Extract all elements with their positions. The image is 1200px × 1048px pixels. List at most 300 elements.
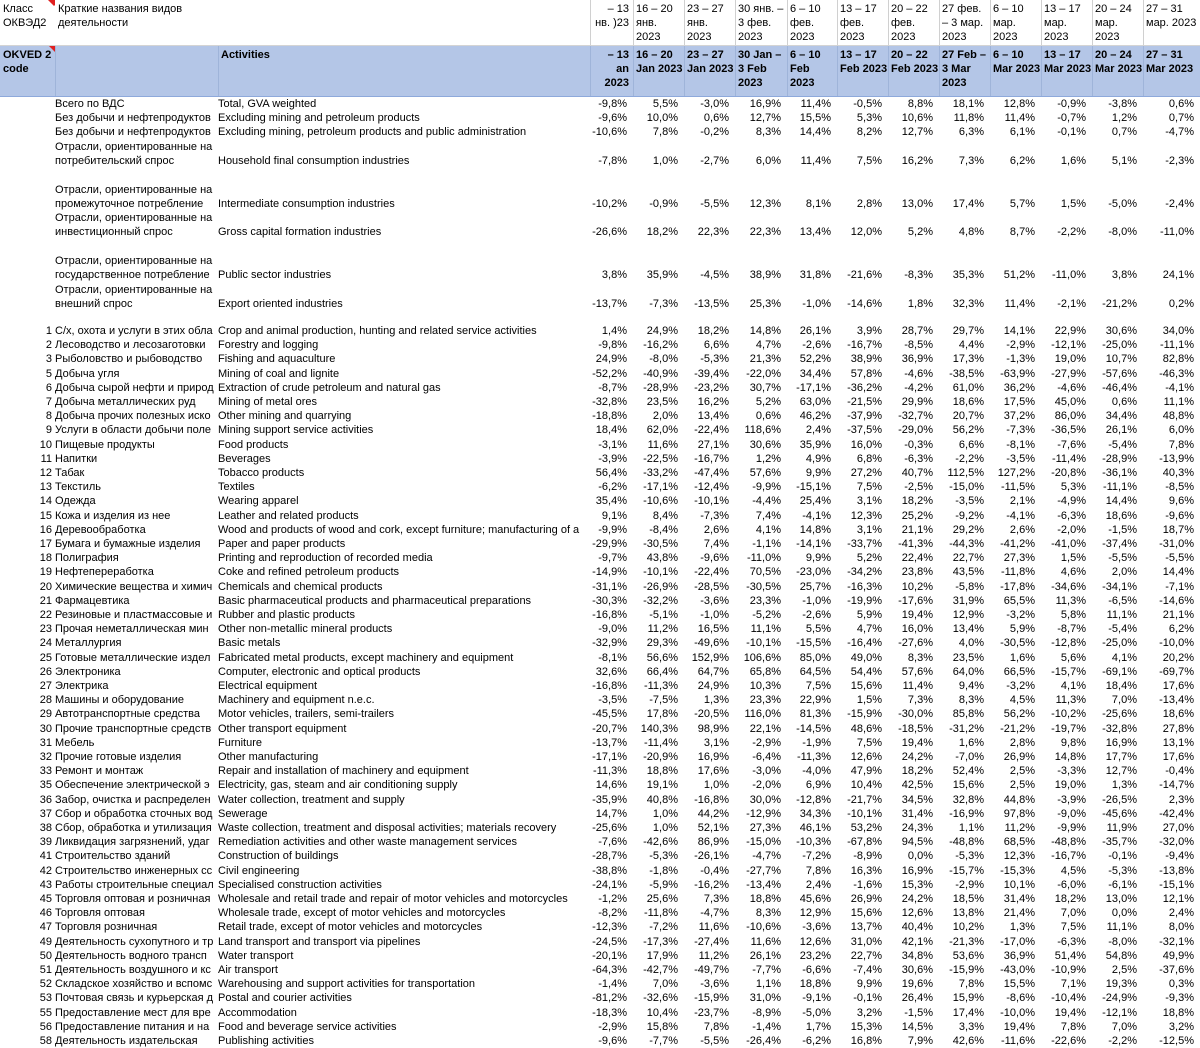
value-cell[interactable] [1092, 97, 1143, 111]
value-cell[interactable] [590, 111, 633, 125]
value-cell[interactable]: -25,0% [1102, 339, 1137, 351]
value-cell[interactable] [735, 211, 787, 239]
value-cell[interactable]: -2,6% [802, 609, 831, 621]
value-cell[interactable]: -32,6% [643, 992, 678, 1004]
value-cell[interactable]: -4,7% [752, 850, 781, 862]
value-cell[interactable] [939, 111, 990, 125]
value-cell[interactable]: 97,8% [1003, 808, 1035, 820]
value-cell[interactable]: 1,0% [703, 779, 729, 791]
value-cell[interactable]: -1,8% [649, 865, 678, 877]
value-cell[interactable]: -10,0% [1159, 637, 1194, 649]
value-cell[interactable]: -23,7% [694, 1007, 729, 1019]
value-cell[interactable]: 11,1% [1163, 396, 1194, 408]
summary-row[interactable] [0, 97, 1200, 111]
value-cell[interactable]: -7,5% [649, 694, 678, 706]
value-cell[interactable]: -37,4% [1102, 538, 1137, 550]
value-cell[interactable]: -10,1% [746, 637, 781, 649]
value-cell[interactable]: 22,4% [901, 552, 933, 564]
value-cell[interactable]: 11,3% [1055, 694, 1086, 706]
value-cell[interactable]: 19,0% [1054, 779, 1086, 791]
value-cell[interactable]: -2,9% [955, 879, 984, 891]
value-cell[interactable]: -8,5% [904, 339, 933, 351]
value-cell[interactable]: 7,3% [703, 893, 729, 905]
value-cell[interactable]: 10,7% [1105, 353, 1137, 365]
value-cell[interactable]: 9,9% [805, 467, 831, 479]
value-cell[interactable]: 40,8% [646, 794, 678, 806]
value-cell[interactable]: 20,2% [1162, 652, 1194, 664]
summary-row[interactable] [0, 140, 1200, 168]
value-cell[interactable]: 10,3% [749, 680, 781, 692]
value-cell[interactable]: 1,7% [805, 1021, 831, 1033]
value-cell[interactable]: -10,1% [694, 495, 729, 507]
value-cell[interactable]: -34,6% [1051, 581, 1086, 593]
value-cell[interactable]: 34,8% [901, 950, 933, 962]
value-cell[interactable]: 15,6% [952, 779, 984, 791]
value-cell[interactable]: -25,0% [1102, 637, 1137, 649]
value-cell[interactable]: -32,9% [592, 637, 627, 649]
value-cell[interactable]: -46,3% [1159, 368, 1194, 380]
value-cell[interactable]: -28,9% [1102, 453, 1137, 465]
value-cell[interactable]: -20,8% [1051, 467, 1086, 479]
value-cell[interactable]: 9,8% [1060, 737, 1086, 749]
value-cell[interactable]: 19,0% [1054, 353, 1086, 365]
value-cell[interactable]: 14,8% [749, 325, 781, 337]
value-cell[interactable]: -8,4% [649, 524, 678, 536]
value-cell[interactable] [888, 211, 939, 239]
value-cell[interactable]: 17,3% [952, 353, 984, 365]
value-cell[interactable]: 8,3% [958, 694, 984, 706]
value-cell[interactable]: -17,1% [643, 481, 678, 493]
value-cell[interactable]: -4,7% [700, 907, 729, 919]
value-cell[interactable]: -4,6% [1057, 382, 1086, 394]
value-cell[interactable]: -4,4% [752, 495, 781, 507]
detail-row[interactable] [0, 438, 1200, 452]
value-cell[interactable]: 1,1% [958, 822, 984, 834]
value-cell[interactable] [684, 111, 735, 125]
value-cell[interactable]: 7,9% [907, 1035, 933, 1047]
value-cell[interactable]: 24,3% [901, 822, 933, 834]
value-cell[interactable]: -1,3% [1006, 353, 1035, 365]
value-cell[interactable]: -12,1% [1102, 1007, 1137, 1019]
value-cell[interactable]: -11,3% [592, 765, 627, 777]
value-cell[interactable]: 2,8% [1009, 737, 1035, 749]
value-cell[interactable]: -3,5% [955, 495, 984, 507]
value-cell[interactable]: 25,4% [799, 495, 831, 507]
value-cell[interactable]: 18,8% [646, 765, 678, 777]
value-cell[interactable]: -4,1% [1006, 510, 1035, 522]
value-cell[interactable]: 11,1% [1106, 609, 1137, 621]
header-name-en[interactable]: Activities [221, 49, 270, 61]
value-cell[interactable]: -9,2% [955, 510, 984, 522]
value-cell[interactable]: -19,7% [1051, 723, 1086, 735]
value-cell[interactable]: 14,4% [1162, 566, 1194, 578]
value-cell[interactable]: 29,3% [646, 637, 678, 649]
value-cell[interactable]: 5,9% [856, 609, 882, 621]
value-cell[interactable]: -24,5% [592, 936, 627, 948]
value-cell[interactable]: 53,2% [850, 822, 882, 834]
value-cell[interactable]: -11,1% [1159, 339, 1194, 351]
value-cell[interactable]: 25,7% [799, 581, 831, 593]
value-cell[interactable]: -25,6% [1102, 708, 1137, 720]
value-cell[interactable] [1143, 97, 1200, 111]
value-cell[interactable] [633, 239, 684, 282]
value-cell[interactable] [837, 140, 888, 168]
value-cell[interactable]: 18,8% [799, 978, 831, 990]
value-cell[interactable]: -10,3% [796, 836, 831, 848]
detail-row[interactable] [0, 580, 1200, 594]
value-cell[interactable]: 18,8% [749, 893, 781, 905]
value-cell[interactable]: 7,8% [805, 865, 831, 877]
value-cell[interactable]: 48,8% [1162, 410, 1194, 422]
value-cell[interactable]: 26,1% [749, 950, 781, 962]
value-cell[interactable]: -5,3% [1108, 865, 1137, 877]
value-cell[interactable] [837, 239, 888, 282]
value-cell[interactable]: 17,6% [1162, 751, 1194, 763]
value-cell[interactable]: -16,4% [847, 637, 882, 649]
value-cell[interactable]: -17,6% [898, 595, 933, 607]
header-date-en[interactable]: – 13 an 2023 [604, 49, 629, 89]
value-cell[interactable]: 16,5% [697, 623, 729, 635]
value-cell[interactable]: -26,5% [1102, 794, 1137, 806]
value-cell[interactable]: -40,9% [643, 368, 678, 380]
value-cell[interactable]: -81,2% [592, 992, 627, 1004]
value-cell[interactable]: 24,9% [646, 325, 678, 337]
value-cell[interactable]: 3,1% [856, 495, 882, 507]
value-cell[interactable]: 8,4% [652, 510, 678, 522]
value-cell[interactable]: 11,3% [1055, 595, 1086, 607]
value-cell[interactable]: -7,4% [853, 964, 882, 976]
header-date-en[interactable]: 30 Jan – 3 Feb 2023 [738, 49, 782, 89]
value-cell[interactable]: -10,6% [746, 921, 781, 933]
value-cell[interactable]: -26,9% [643, 581, 678, 593]
value-cell[interactable] [1041, 168, 1092, 211]
value-cell[interactable]: 31,0% [850, 936, 882, 948]
value-cell[interactable]: 42,5% [901, 779, 933, 791]
value-cell[interactable]: 0,0% [907, 850, 933, 862]
value-cell[interactable]: 7,0% [1060, 907, 1086, 919]
value-cell[interactable]: 35,4% [595, 495, 627, 507]
detail-row[interactable] [0, 906, 1200, 920]
value-cell[interactable]: 27,8% [1162, 723, 1194, 735]
value-cell[interactable]: -57,6% [1102, 368, 1137, 380]
value-cell[interactable]: -12,1% [1051, 339, 1086, 351]
value-cell[interactable]: -28,7% [592, 850, 627, 862]
value-cell[interactable]: -5,5% [1165, 552, 1194, 564]
value-cell[interactable]: 49,0% [850, 652, 882, 664]
value-cell[interactable]: 4,9% [805, 453, 831, 465]
value-cell[interactable]: -20,5% [694, 708, 729, 720]
value-cell[interactable] [684, 97, 735, 111]
value-cell[interactable]: 31,9% [952, 595, 984, 607]
value-cell[interactable]: -2,2% [1108, 1035, 1137, 1047]
value-cell[interactable]: 66,5% [1003, 666, 1035, 678]
value-cell[interactable]: -30,3% [592, 595, 627, 607]
value-cell[interactable]: 1,2% [755, 453, 781, 465]
value-cell[interactable]: 6,8% [856, 453, 882, 465]
value-cell[interactable]: 94,5% [901, 836, 933, 848]
value-cell[interactable]: -13,4% [746, 879, 781, 891]
value-cell[interactable]: -27,9% [1051, 368, 1086, 380]
value-cell[interactable]: -16,3% [847, 581, 882, 593]
value-cell[interactable]: -28,9% [643, 382, 678, 394]
value-cell[interactable]: -15,1% [796, 481, 831, 493]
value-cell[interactable] [684, 211, 735, 239]
value-cell[interactable]: -4,9% [1057, 495, 1086, 507]
value-cell[interactable]: 22,7% [850, 950, 882, 962]
value-cell[interactable]: 70,5% [749, 566, 781, 578]
value-cell[interactable]: -41,2% [1000, 538, 1035, 550]
value-cell[interactable]: 18,6% [1105, 510, 1137, 522]
value-cell[interactable]: -64,3% [592, 964, 627, 976]
value-cell[interactable]: 0,3% [1168, 978, 1194, 990]
value-cell[interactable]: 21,3% [749, 353, 781, 365]
value-cell[interactable] [939, 125, 990, 139]
value-cell[interactable]: -1,1% [752, 538, 781, 550]
value-cell[interactable] [590, 125, 633, 139]
value-cell[interactable]: -23,0% [796, 566, 831, 578]
value-cell[interactable]: -14,6% [1159, 595, 1194, 607]
value-cell[interactable]: -63,9% [1000, 368, 1035, 380]
value-cell[interactable]: -8,7% [598, 382, 627, 394]
value-cell[interactable]: -41,3% [898, 538, 933, 550]
value-cell[interactable]: 18,2% [901, 765, 933, 777]
value-cell[interactable]: 7,5% [805, 680, 831, 692]
value-cell[interactable]: 63,0% [799, 396, 831, 408]
value-cell[interactable]: -15,9% [847, 708, 882, 720]
detail-row[interactable] [0, 679, 1200, 693]
value-cell[interactable]: -17,8% [1000, 581, 1035, 593]
detail-row[interactable] [0, 821, 1200, 835]
value-cell[interactable]: 44,2% [697, 808, 729, 820]
value-cell[interactable]: 0,0% [1111, 907, 1137, 919]
value-cell[interactable]: -0,1% [1108, 850, 1137, 862]
value-cell[interactable]: 27,3% [1003, 552, 1035, 564]
value-cell[interactable] [633, 168, 684, 211]
value-cell[interactable]: 16,0% [850, 439, 882, 451]
value-cell[interactable]: -16,8% [592, 609, 627, 621]
value-cell[interactable]: 1,0% [652, 808, 678, 820]
value-cell[interactable]: 45,0% [1054, 396, 1086, 408]
value-cell[interactable]: -6,3% [1057, 510, 1086, 522]
header-date-ru[interactable]: – 13 нв. )23 [595, 3, 629, 29]
detail-row[interactable] [0, 750, 1200, 764]
value-cell[interactable] [735, 239, 787, 282]
value-cell[interactable]: -25,6% [592, 822, 627, 834]
value-cell[interactable]: 7,5% [1060, 921, 1086, 933]
value-cell[interactable] [633, 282, 684, 311]
value-cell[interactable] [990, 111, 1041, 125]
value-cell[interactable]: -32,7% [898, 410, 933, 422]
value-cell[interactable]: 17,8% [646, 708, 678, 720]
value-cell[interactable]: 7,8% [958, 978, 984, 990]
value-cell[interactable]: -11,4% [643, 737, 678, 749]
header-date-ru[interactable]: 20 – 22 фев. 2023 [891, 3, 928, 43]
detail-row[interactable] [0, 523, 1200, 537]
value-cell[interactable]: -10,1% [643, 566, 678, 578]
value-cell[interactable] [1041, 211, 1092, 239]
value-cell[interactable]: -13,8% [1159, 865, 1194, 877]
value-cell[interactable]: -3,3% [1057, 765, 1086, 777]
value-cell[interactable]: -16,9% [949, 808, 984, 820]
value-cell[interactable] [939, 282, 990, 311]
value-cell[interactable]: 64,0% [952, 666, 984, 678]
value-cell[interactable]: 4,1% [755, 524, 781, 536]
value-cell[interactable]: 3,9% [856, 325, 882, 337]
value-cell[interactable]: -21,5% [847, 396, 882, 408]
value-cell[interactable]: -30,5% [746, 581, 781, 593]
value-cell[interactable] [990, 239, 1041, 282]
value-cell[interactable] [787, 211, 837, 239]
value-cell[interactable]: 86,0% [1054, 410, 1086, 422]
value-cell[interactable]: -2,9% [752, 737, 781, 749]
value-cell[interactable]: 12,3% [1003, 850, 1035, 862]
value-cell[interactable]: 21,4% [1003, 907, 1035, 919]
value-cell[interactable] [1143, 282, 1200, 311]
detail-row[interactable] [0, 707, 1200, 721]
value-cell[interactable]: -14,7% [1159, 779, 1194, 791]
value-cell[interactable]: 9,9% [805, 552, 831, 564]
value-cell[interactable]: 26,9% [850, 893, 882, 905]
value-cell[interactable]: 7,1% [1060, 978, 1086, 990]
value-cell[interactable]: 26,9% [1003, 751, 1035, 763]
value-cell[interactable]: -23,2% [694, 382, 729, 394]
value-cell[interactable]: 4,5% [1009, 694, 1035, 706]
value-cell[interactable]: 23,5% [952, 652, 984, 664]
value-cell[interactable]: -15,9% [694, 992, 729, 1004]
detail-row[interactable] [0, 395, 1200, 409]
value-cell[interactable]: 7,4% [755, 510, 781, 522]
value-cell[interactable]: 8,3% [755, 907, 781, 919]
value-cell[interactable]: -5,1% [649, 609, 678, 621]
value-cell[interactable]: 4,6% [1060, 566, 1086, 578]
value-cell[interactable]: -30,0% [898, 708, 933, 720]
value-cell[interactable]: 64,7% [697, 666, 729, 678]
value-cell[interactable] [787, 239, 837, 282]
value-cell[interactable]: 0,6% [755, 410, 781, 422]
value-cell[interactable]: 8,3% [907, 652, 933, 664]
value-cell[interactable]: 40,4% [901, 921, 933, 933]
value-cell[interactable]: 52,2% [799, 353, 831, 365]
value-cell[interactable]: 7,4% [703, 538, 729, 550]
detail-row[interactable] [0, 1034, 1200, 1048]
value-cell[interactable]: -21,2% [1000, 723, 1035, 735]
value-cell[interactable]: -15,0% [949, 481, 984, 493]
value-cell[interactable]: -28,5% [694, 581, 729, 593]
value-cell[interactable]: -45,6% [1102, 808, 1137, 820]
value-cell[interactable]: 56,4% [595, 467, 627, 479]
value-cell[interactable]: -2,0% [752, 779, 781, 791]
value-cell[interactable]: -11,0% [746, 552, 781, 564]
value-cell[interactable]: 7,0% [1111, 1021, 1137, 1033]
value-cell[interactable]: -5,4% [1108, 439, 1137, 451]
value-cell[interactable]: 106,6% [743, 652, 781, 664]
value-cell[interactable]: 65,5% [1003, 595, 1035, 607]
detail-row[interactable] [0, 381, 1200, 395]
value-cell[interactable]: 13,4% [697, 410, 729, 422]
value-cell[interactable] [888, 168, 939, 211]
value-cell[interactable]: -15,1% [1159, 879, 1194, 891]
value-cell[interactable]: -8,0% [649, 353, 678, 365]
value-cell[interactable]: -11,3% [796, 751, 831, 763]
value-cell[interactable]: 1,5% [1060, 552, 1086, 564]
value-cell[interactable]: 13,7% [850, 921, 882, 933]
value-cell[interactable]: 16,2% [697, 396, 729, 408]
value-cell[interactable]: 7,8% [1168, 439, 1194, 451]
value-cell[interactable] [837, 282, 888, 311]
value-cell[interactable]: 25,2% [901, 510, 933, 522]
value-cell[interactable]: 98,9% [697, 723, 729, 735]
value-cell[interactable]: -9,6% [700, 552, 729, 564]
value-cell[interactable]: 23,8% [901, 566, 933, 578]
value-cell[interactable]: -33,2% [643, 467, 678, 479]
value-cell[interactable]: 9,1% [601, 510, 627, 522]
value-cell[interactable]: -10,0% [1000, 1007, 1035, 1019]
value-cell[interactable] [735, 140, 787, 168]
detail-row[interactable] [0, 565, 1200, 579]
value-cell[interactable]: -36,1% [1102, 467, 1137, 479]
detail-row[interactable] [0, 1020, 1200, 1034]
value-cell[interactable]: 17,4% [952, 1007, 984, 1019]
detail-row[interactable] [0, 935, 1200, 949]
value-cell[interactable]: 4,1% [1060, 680, 1086, 692]
value-cell[interactable]: -5,5% [700, 1035, 729, 1047]
value-cell[interactable]: -9,7% [598, 552, 627, 564]
detail-row[interactable] [0, 892, 1200, 906]
value-cell[interactable]: -11,6% [1000, 1035, 1035, 1047]
value-cell[interactable]: 86,9% [697, 836, 729, 848]
detail-row[interactable] [0, 878, 1200, 892]
value-cell[interactable]: -34,1% [1102, 581, 1137, 593]
value-cell[interactable]: -27,4% [694, 936, 729, 948]
value-cell[interactable]: 22,9% [1054, 325, 1086, 337]
value-cell[interactable] [990, 211, 1041, 239]
summary-row[interactable] [0, 211, 1200, 239]
value-cell[interactable]: -9,0% [598, 623, 627, 635]
value-cell[interactable] [787, 97, 837, 111]
detail-row[interactable] [0, 509, 1200, 523]
value-cell[interactable]: 68,5% [1003, 836, 1035, 848]
value-cell[interactable]: 14,8% [799, 524, 831, 536]
value-cell[interactable]: 16,9% [697, 751, 729, 763]
value-cell[interactable]: 19,4% [901, 609, 933, 621]
value-cell[interactable]: 30,6% [1105, 325, 1137, 337]
value-cell[interactable]: -2,5% [904, 481, 933, 493]
value-cell[interactable]: 14,4% [1105, 495, 1137, 507]
value-cell[interactable]: 10,2% [952, 921, 984, 933]
value-cell[interactable]: 11,2% [1004, 822, 1035, 834]
value-cell[interactable] [735, 125, 787, 139]
value-cell[interactable]: 7,5% [856, 481, 882, 493]
value-cell[interactable]: 10,4% [850, 779, 882, 791]
value-cell[interactable]: 3,1% [856, 524, 882, 536]
value-cell[interactable]: 13,4% [952, 623, 984, 635]
value-cell[interactable]: 13,8% [952, 907, 984, 919]
header-date-en[interactable]: 16 – 20 Jan 2023 [636, 49, 683, 75]
value-cell[interactable]: 36,9% [901, 353, 933, 365]
value-cell[interactable]: 52,1% [697, 822, 729, 834]
value-cell[interactable]: 19,4% [901, 737, 933, 749]
value-cell[interactable]: 11,1% [1106, 921, 1137, 933]
value-cell[interactable]: -17,3% [643, 936, 678, 948]
value-cell[interactable]: -26,4% [746, 1035, 781, 1047]
detail-row[interactable] [0, 807, 1200, 821]
value-cell[interactable]: 46,2% [799, 410, 831, 422]
value-cell[interactable] [1041, 111, 1092, 125]
value-cell[interactable] [590, 239, 633, 282]
value-cell[interactable]: 12,9% [952, 609, 984, 621]
value-cell[interactable]: -6,1% [1108, 879, 1137, 891]
value-cell[interactable]: 43,8% [646, 552, 678, 564]
